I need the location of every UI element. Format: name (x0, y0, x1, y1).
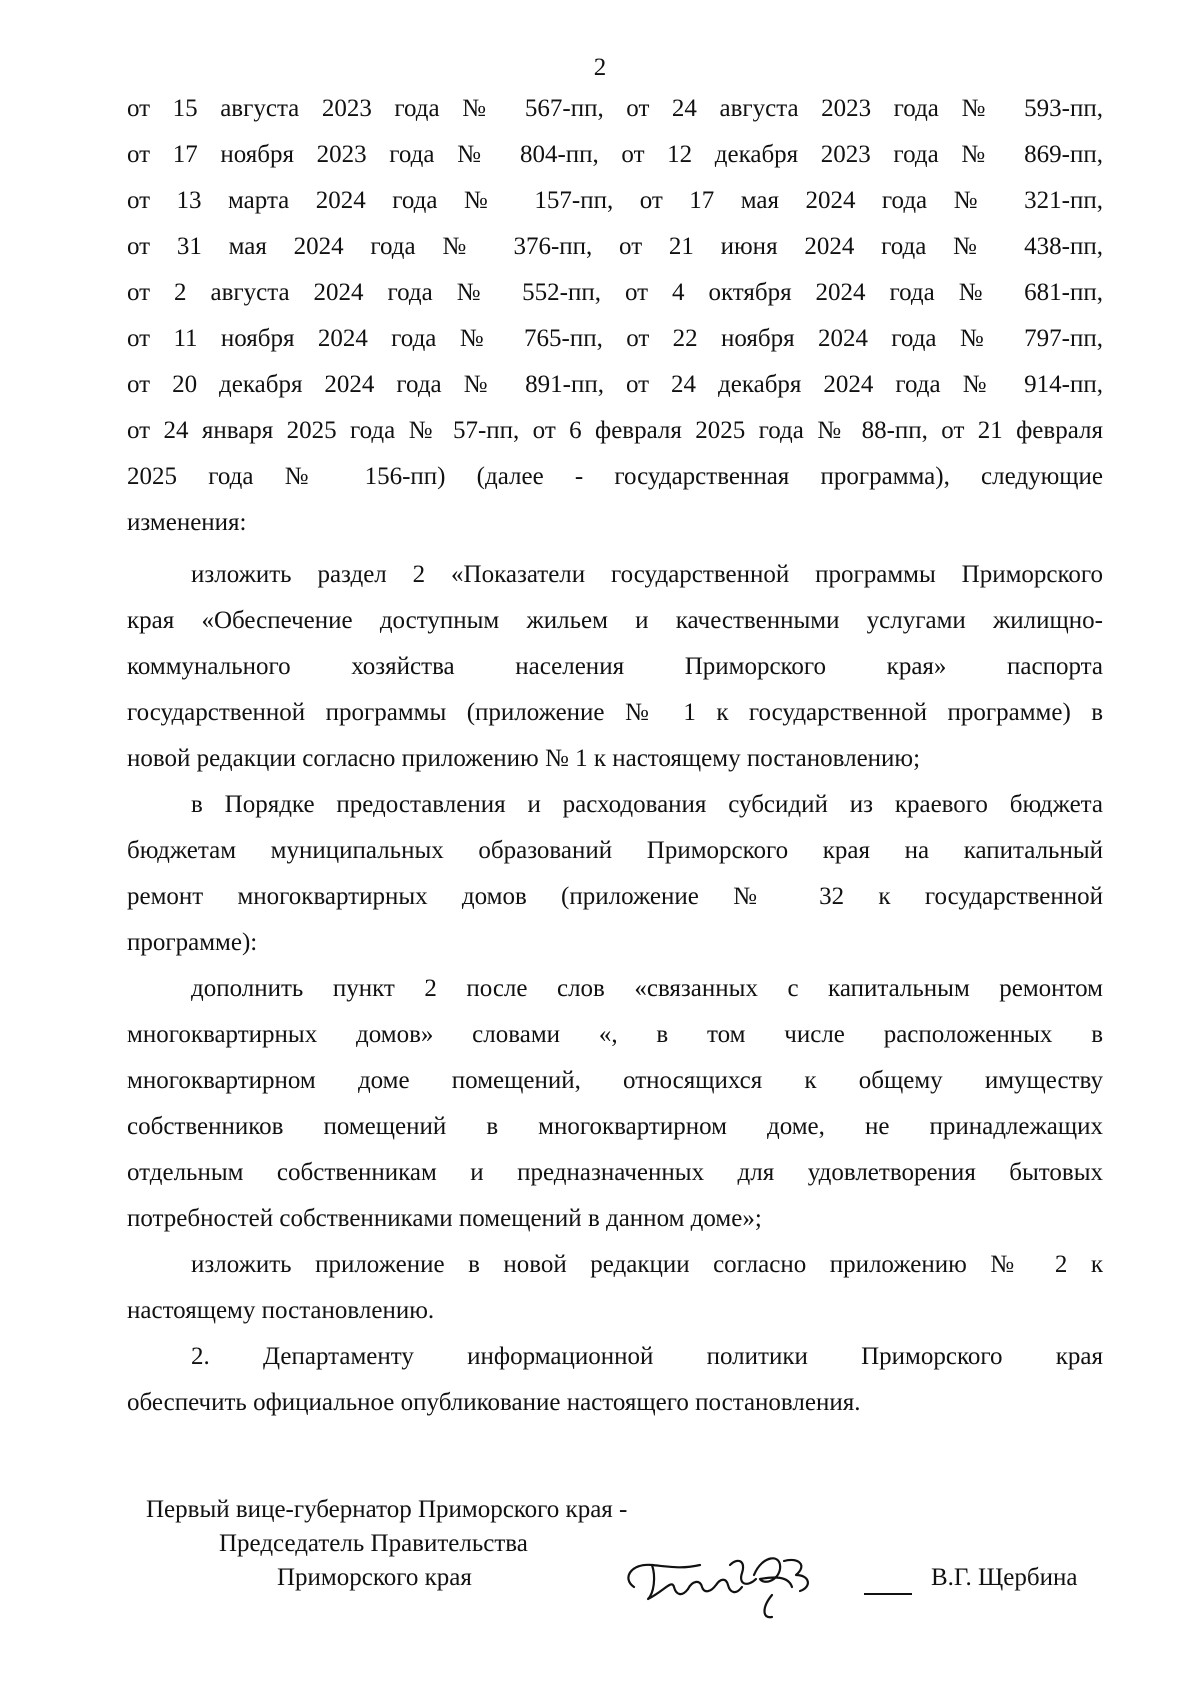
text-line: настоящему постановлению. (127, 1297, 435, 1324)
signatory-position-line3: Приморского края (277, 1564, 472, 1591)
text-line: отдельным собственникам и предназначенных для удовлетворения бытовых (127, 1159, 1103, 1186)
handwritten-signature (612, 1535, 852, 1625)
text-line: государственной программы (приложение № 1 к государственной программе) в (127, 699, 1103, 726)
text-line: дополнить пункт 2 после слов «связанных с капитальным ремонтом (191, 975, 1103, 1002)
text-line: потребностей собственниками помещений в данном доме»; (127, 1205, 762, 1232)
text-line: многоквартирном доме помещений, относящихся к общему имуществу (127, 1067, 1103, 1094)
text-line: края «Обеспечение доступным жильем и качественными услугами жилищно- (127, 607, 1103, 634)
text-line: 2. Департаменту информационной политики Приморского края (191, 1343, 1103, 1370)
text-line: в Порядке предоставления и расходования субсидий из краевого бюджета (191, 791, 1103, 818)
text-line: коммунального хозяйства населения Приморского края» паспорта (127, 653, 1103, 680)
text-line: изложить приложение в новой редакции согласно приложению № 2 к (191, 1251, 1103, 1278)
signatory-position-line2: Председатель Правительства (219, 1530, 528, 1557)
text-line: программе): (127, 929, 258, 956)
signature-underline (864, 1593, 912, 1595)
signatory-name: В.Г. Щербина (931, 1564, 1078, 1591)
document-body (127, 86, 1103, 1426)
text-line: ремонт многоквартирных домов (приложение № 32 к государственной (127, 883, 1103, 910)
text-line: 2025 года № 156-пп) (далее - государственная программа), следующие (127, 463, 1103, 490)
text-line: от 11 ноября 2024 года № 765-пп, от 22 ноября 2024 года № 797-пп, (127, 325, 1103, 352)
text-line: от 17 ноября 2023 года № 804-пп, от 12 декабря 2023 года № 869-пп, (127, 141, 1103, 168)
text-line: от 13 марта 2024 года № 157-пп, от 17 мая 2024 года № 321-пп, (127, 187, 1103, 214)
text-line: от 20 декабря 2024 года № 891-пп, от 24 декабря 2024 года № 914-пп, (127, 371, 1103, 398)
page-number: 2 (593, 54, 607, 81)
text-line: изменения: (127, 509, 247, 536)
text-line: от 15 августа 2023 года № 567-пп, от 24 августа 2023 года № 593-пп, (127, 95, 1103, 122)
text-line: от 2 августа 2024 года № 552-пп, от 4 октября 2024 года № 681-пп, (127, 279, 1103, 306)
text-line: бюджетам муниципальных образований Приморского края на капитальный (127, 837, 1103, 864)
signature-block (0, 1495, 1200, 1635)
text-line: новой редакции согласно приложению № 1 к настоящему постановлению; (127, 745, 921, 772)
text-line: обеспечить официальное опубликование настоящего постановления. (127, 1389, 861, 1416)
text-line: изложить раздел 2 «Показатели государственной программы Приморского (191, 561, 1103, 588)
text-line: многоквартирных домов» словами «, в том числе расположенных в (127, 1021, 1103, 1048)
text-line: от 31 мая 2024 года № 376-пп, от 21 июня 2024 года № 438-пп, (127, 233, 1103, 260)
text-line: собственников помещений в многоквартирном доме, не принадлежащих (127, 1113, 1103, 1140)
text-line: от 24 января 2025 года № 57-пп, от 6 февраля 2025 года № 88-пп, от 21 февраля (127, 417, 1103, 444)
signatory-position-line1: Первый вице-губернатор Приморского края - (146, 1496, 628, 1523)
